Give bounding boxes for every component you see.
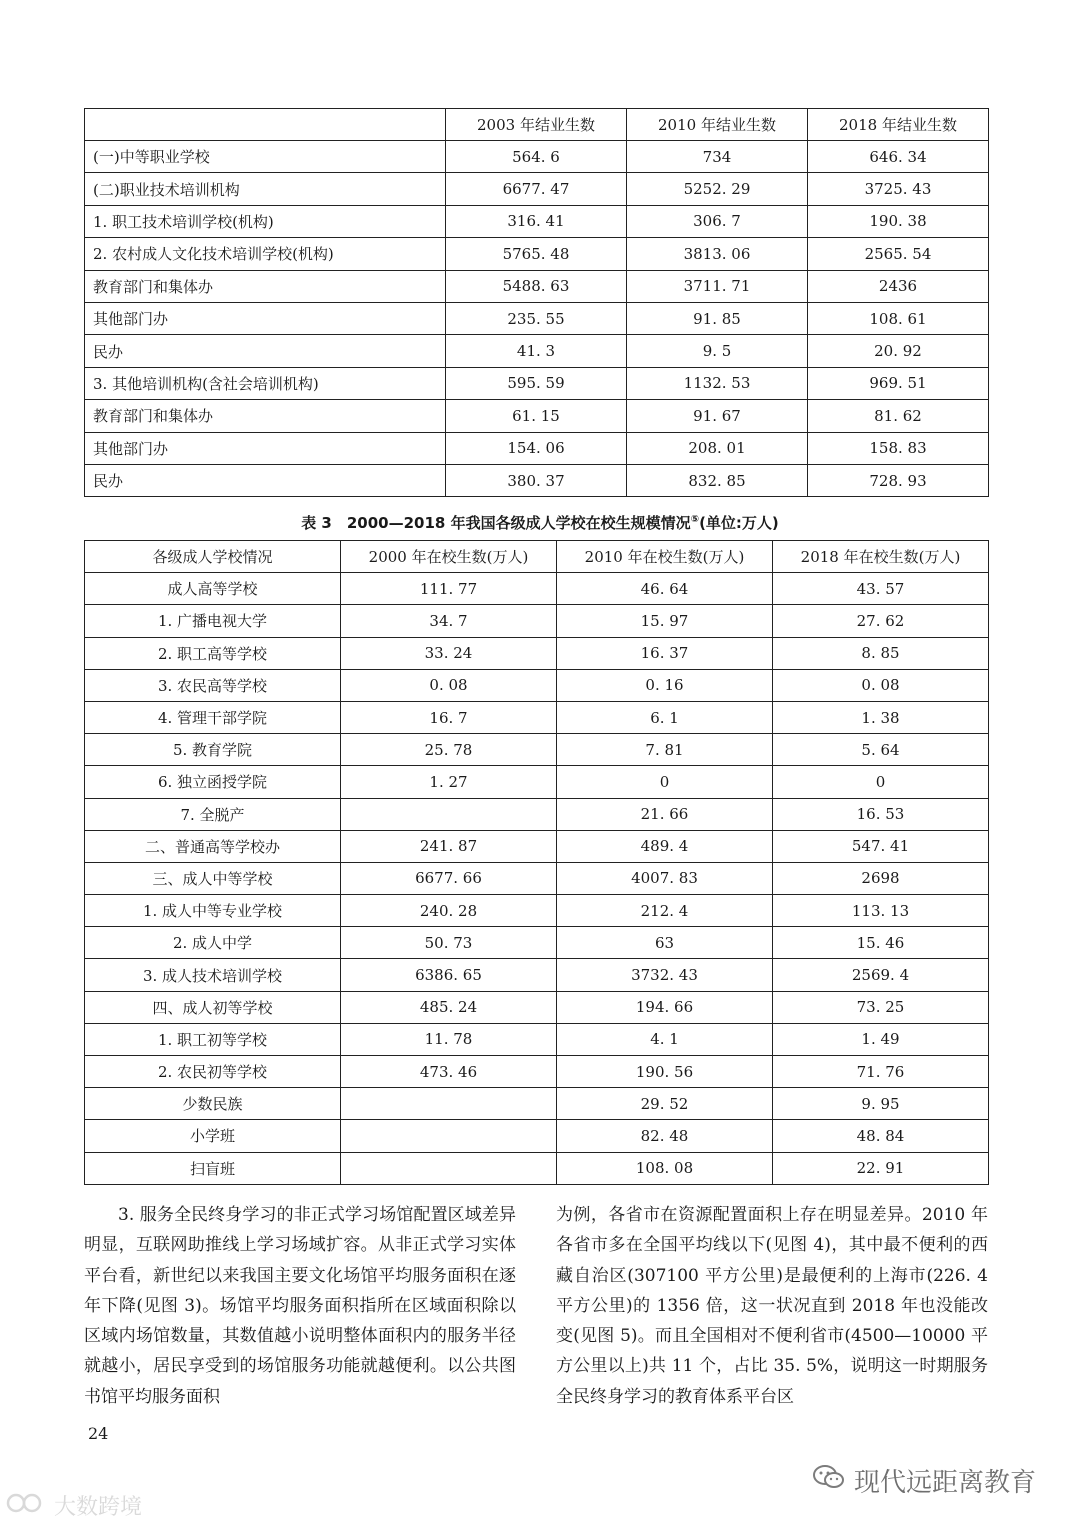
value-cell: 29. 52 xyxy=(557,1088,773,1120)
table-row xyxy=(85,798,989,830)
body-column-left xyxy=(84,1200,516,1412)
table-row xyxy=(85,701,989,733)
wechat-watermark xyxy=(812,1462,1036,1499)
value-cell: 728. 93 xyxy=(808,464,989,496)
row-label-cell: 少数民族 xyxy=(85,1088,341,1120)
table-row xyxy=(85,464,989,496)
value-cell: 1. 38 xyxy=(773,701,989,733)
value-cell: 190. 38 xyxy=(808,205,989,237)
value-cell: 3711. 71 xyxy=(627,270,808,302)
table-3 xyxy=(84,540,989,1185)
body-paragraph: 为例，各省市在资源配置面积上存在明显差异。2010 年各省市多在全国平均线以下(见图 4)，其中最不便利的西藏自治区(307100 平方公里)是最便利的上海市(226. 4 平方公里)的 1356 倍，这一状况直到 2018 年也没能改变(见图 5)。而且全国相对不便利省市(4500—10000 平方公里以上)共 11 个，占比 35. 5%，说明这一时期服务全民终身学习的教育体系平台区 xyxy=(556,1205,988,1407)
value-cell: 158. 83 xyxy=(808,432,989,464)
value-cell: 0. 16 xyxy=(557,669,773,701)
row-label-cell: 2. 成人中学 xyxy=(85,927,341,959)
value-cell: 595. 59 xyxy=(446,367,627,399)
value-cell: 6677. 47 xyxy=(446,173,627,205)
row-label-cell: (二)职业技术培训机构 xyxy=(85,173,446,205)
table-3-header-cell: 各级成人学校情况 xyxy=(85,541,341,573)
table-row xyxy=(85,637,989,669)
table-3-header-cell: 2000 年在校生数(万人) xyxy=(341,541,557,573)
value-cell: 235. 55 xyxy=(446,302,627,334)
value-cell: 63 xyxy=(557,927,773,959)
value-cell: 646. 34 xyxy=(808,141,989,173)
value-cell: 832. 85 xyxy=(627,464,808,496)
value-cell: 473. 46 xyxy=(341,1056,557,1088)
row-label-cell: 1. 职工初等学校 xyxy=(85,1023,341,1055)
value-cell: 240. 28 xyxy=(341,895,557,927)
footnote-marker: ⑤ xyxy=(690,514,700,525)
row-label-cell: 教育部门和集体办 xyxy=(85,270,446,302)
table-row xyxy=(85,367,989,399)
value-cell: 34. 7 xyxy=(341,605,557,637)
table-2-header-row xyxy=(85,109,989,141)
value-cell: 91. 67 xyxy=(627,400,808,432)
row-label-cell: 3. 农民高等学校 xyxy=(85,669,341,701)
row-label-cell: 1. 成人中等专业学校 xyxy=(85,895,341,927)
row-label-cell: 二、普通高等学校办 xyxy=(85,830,341,862)
value-cell: 9. 95 xyxy=(773,1088,989,1120)
table-row xyxy=(85,238,989,270)
value-cell: 15. 46 xyxy=(773,927,989,959)
value-cell: 969. 51 xyxy=(808,367,989,399)
row-label-cell: 3. 成人技术培训学校 xyxy=(85,959,341,991)
value-cell: 16. 53 xyxy=(773,798,989,830)
table-3-title xyxy=(0,512,1080,533)
row-label-cell: 5. 教育学院 xyxy=(85,734,341,766)
table-row xyxy=(85,1088,989,1120)
value-cell: 9. 5 xyxy=(627,335,808,367)
value-cell: 0. 08 xyxy=(341,669,557,701)
row-label-cell: 小学班 xyxy=(85,1120,341,1152)
value-cell: 27. 62 xyxy=(773,605,989,637)
table-row xyxy=(85,895,989,927)
value-cell: 489. 4 xyxy=(557,830,773,862)
value-cell: 22. 91 xyxy=(773,1152,989,1184)
table-3-title-main: 表 3 2000—2018 年我国各级成人学校在校生规模情况 xyxy=(301,514,691,532)
wechat-icon xyxy=(812,1463,846,1498)
row-label-cell: 1. 广播电视大学 xyxy=(85,605,341,637)
value-cell: 4. 1 xyxy=(557,1023,773,1055)
value-cell: 0 xyxy=(557,766,773,798)
value-cell xyxy=(341,1152,557,1184)
value-cell: 2565. 54 xyxy=(808,238,989,270)
value-cell: 3725. 43 xyxy=(808,173,989,205)
table-2-header-cell xyxy=(85,109,446,141)
table-row xyxy=(85,734,989,766)
value-cell: 2569. 4 xyxy=(773,959,989,991)
value-cell: 547. 41 xyxy=(773,830,989,862)
value-cell: 50. 73 xyxy=(341,927,557,959)
value-cell: 6677. 66 xyxy=(341,862,557,894)
value-cell: 46. 64 xyxy=(557,573,773,605)
table-row xyxy=(85,335,989,367)
row-label-cell: 四、成人初等学校 xyxy=(85,991,341,1023)
value-cell: 82. 48 xyxy=(557,1120,773,1152)
value-cell: 564. 6 xyxy=(446,141,627,173)
value-cell: 16. 7 xyxy=(341,701,557,733)
value-cell: 5. 64 xyxy=(773,734,989,766)
value-cell: 2698 xyxy=(773,862,989,894)
table-row xyxy=(85,432,989,464)
wechat-account-name: 现代远距离教育 xyxy=(854,1468,1037,1498)
value-cell: 734 xyxy=(627,141,808,173)
table-row xyxy=(85,173,989,205)
row-label-cell: 成人高等学校 xyxy=(85,573,341,605)
value-cell: 108. 61 xyxy=(808,302,989,334)
table-row xyxy=(85,1120,989,1152)
value-cell: 48. 84 xyxy=(773,1120,989,1152)
table-3-title-unit: (单位:万人) xyxy=(699,514,779,532)
value-cell: 20. 92 xyxy=(808,335,989,367)
logo-icon xyxy=(6,1491,50,1521)
table-3-header-row xyxy=(85,541,989,573)
body-column-right xyxy=(556,1200,988,1412)
table-row xyxy=(85,302,989,334)
value-cell: 485. 24 xyxy=(341,991,557,1023)
value-cell: 4007. 83 xyxy=(557,862,773,894)
value-cell: 0. 08 xyxy=(773,669,989,701)
table-row xyxy=(85,205,989,237)
value-cell: 8. 85 xyxy=(773,637,989,669)
value-cell: 5765. 48 xyxy=(446,238,627,270)
table-2-header-cell: 2018 年结业生数 xyxy=(808,109,989,141)
value-cell: 21. 66 xyxy=(557,798,773,830)
row-label-cell: 教育部门和集体办 xyxy=(85,400,446,432)
row-label-cell: 2. 农村成人文化技术培训学校(机构) xyxy=(85,238,446,270)
table-row xyxy=(85,141,989,173)
value-cell: 1132. 53 xyxy=(627,367,808,399)
value-cell: 41. 3 xyxy=(446,335,627,367)
value-cell xyxy=(341,1120,557,1152)
value-cell: 1. 27 xyxy=(341,766,557,798)
value-cell xyxy=(341,798,557,830)
row-label-cell: 民办 xyxy=(85,464,446,496)
value-cell: 380. 37 xyxy=(446,464,627,496)
value-cell: 6. 1 xyxy=(557,701,773,733)
row-label-cell: 6. 独立函授学院 xyxy=(85,766,341,798)
table-2-header-cell: 2003 年结业生数 xyxy=(446,109,627,141)
table-row xyxy=(85,669,989,701)
table-row xyxy=(85,605,989,637)
row-label-cell: 其他部门办 xyxy=(85,302,446,334)
row-label-cell: 2. 职工高等学校 xyxy=(85,637,341,669)
row-label-cell: 三、成人中等学校 xyxy=(85,862,341,894)
value-cell: 190. 56 xyxy=(557,1056,773,1088)
value-cell: 1. 49 xyxy=(773,1023,989,1055)
table-row xyxy=(85,927,989,959)
value-cell: 7. 81 xyxy=(557,734,773,766)
value-cell: 194. 66 xyxy=(557,991,773,1023)
value-cell: 3732. 43 xyxy=(557,959,773,991)
table-row xyxy=(85,1056,989,1088)
table-2-header-cell: 2010 年结业生数 xyxy=(627,109,808,141)
row-label-cell: 扫盲班 xyxy=(85,1152,341,1184)
table-row xyxy=(85,959,989,991)
value-cell: 71. 76 xyxy=(773,1056,989,1088)
value-cell: 0 xyxy=(773,766,989,798)
table-row xyxy=(85,1152,989,1184)
value-cell: 212. 4 xyxy=(557,895,773,927)
value-cell: 113. 13 xyxy=(773,895,989,927)
row-label-cell: 2. 农民初等学校 xyxy=(85,1056,341,1088)
value-cell: 91. 85 xyxy=(627,302,808,334)
value-cell: 241. 87 xyxy=(341,830,557,862)
value-cell: 11. 78 xyxy=(341,1023,557,1055)
row-label-cell: 4. 管理干部学院 xyxy=(85,701,341,733)
value-cell: 316. 41 xyxy=(446,205,627,237)
row-label-cell: 3. 其他培训机构(含社会培训机构) xyxy=(85,367,446,399)
value-cell: 5252. 29 xyxy=(627,173,808,205)
value-cell: 81. 62 xyxy=(808,400,989,432)
table-row xyxy=(85,573,989,605)
value-cell: 73. 25 xyxy=(773,991,989,1023)
row-label-cell: 其他部门办 xyxy=(85,432,446,464)
value-cell: 108. 08 xyxy=(557,1152,773,1184)
table-row xyxy=(85,830,989,862)
table-3-header-cell: 2018 年在校生数(万人) xyxy=(773,541,989,573)
site-watermark xyxy=(6,1490,142,1521)
row-label-cell: 1. 职工技术培训学校(机构) xyxy=(85,205,446,237)
table-row xyxy=(85,991,989,1023)
table-2 xyxy=(84,108,989,497)
table-3-header-cell: 2010 年在校生数(万人) xyxy=(557,541,773,573)
value-cell xyxy=(341,1088,557,1120)
value-cell: 154. 06 xyxy=(446,432,627,464)
value-cell: 61. 15 xyxy=(446,400,627,432)
value-cell: 25. 78 xyxy=(341,734,557,766)
row-label-cell: 7. 全脱产 xyxy=(85,798,341,830)
value-cell: 2436 xyxy=(808,270,989,302)
row-label-cell: 民办 xyxy=(85,335,446,367)
table-row xyxy=(85,766,989,798)
row-label-cell: (一)中等职业学校 xyxy=(85,141,446,173)
site-name: 大数跨境 xyxy=(54,1495,143,1520)
value-cell: 306. 7 xyxy=(627,205,808,237)
value-cell: 5488. 63 xyxy=(446,270,627,302)
value-cell: 208. 01 xyxy=(627,432,808,464)
value-cell: 16. 37 xyxy=(557,637,773,669)
value-cell: 15. 97 xyxy=(557,605,773,637)
page-number: 24 xyxy=(88,1424,109,1443)
table-row xyxy=(85,862,989,894)
value-cell: 33. 24 xyxy=(341,637,557,669)
value-cell: 43. 57 xyxy=(773,573,989,605)
value-cell: 111. 77 xyxy=(341,573,557,605)
table-row xyxy=(85,270,989,302)
body-paragraph: 3. 服务全民终身学习的非正式学习场馆配置区域差异明显，互联网助推线上学习场域扩容。从非正式学习实体平台看，新世纪以来我国主要文化场馆平均服务面积在逐年下降(见图 3)。场馆平均服务面积指所在区域面积除以区域内场馆数量，其数值越小说明整体面积内的服务半径就越小，居民享受到的场馆服务功能就越便利。以公共图书馆平均服务面积 xyxy=(84,1205,516,1407)
table-row xyxy=(85,1023,989,1055)
table-row xyxy=(85,400,989,432)
value-cell: 6386. 65 xyxy=(341,959,557,991)
value-cell: 3813. 06 xyxy=(627,238,808,270)
